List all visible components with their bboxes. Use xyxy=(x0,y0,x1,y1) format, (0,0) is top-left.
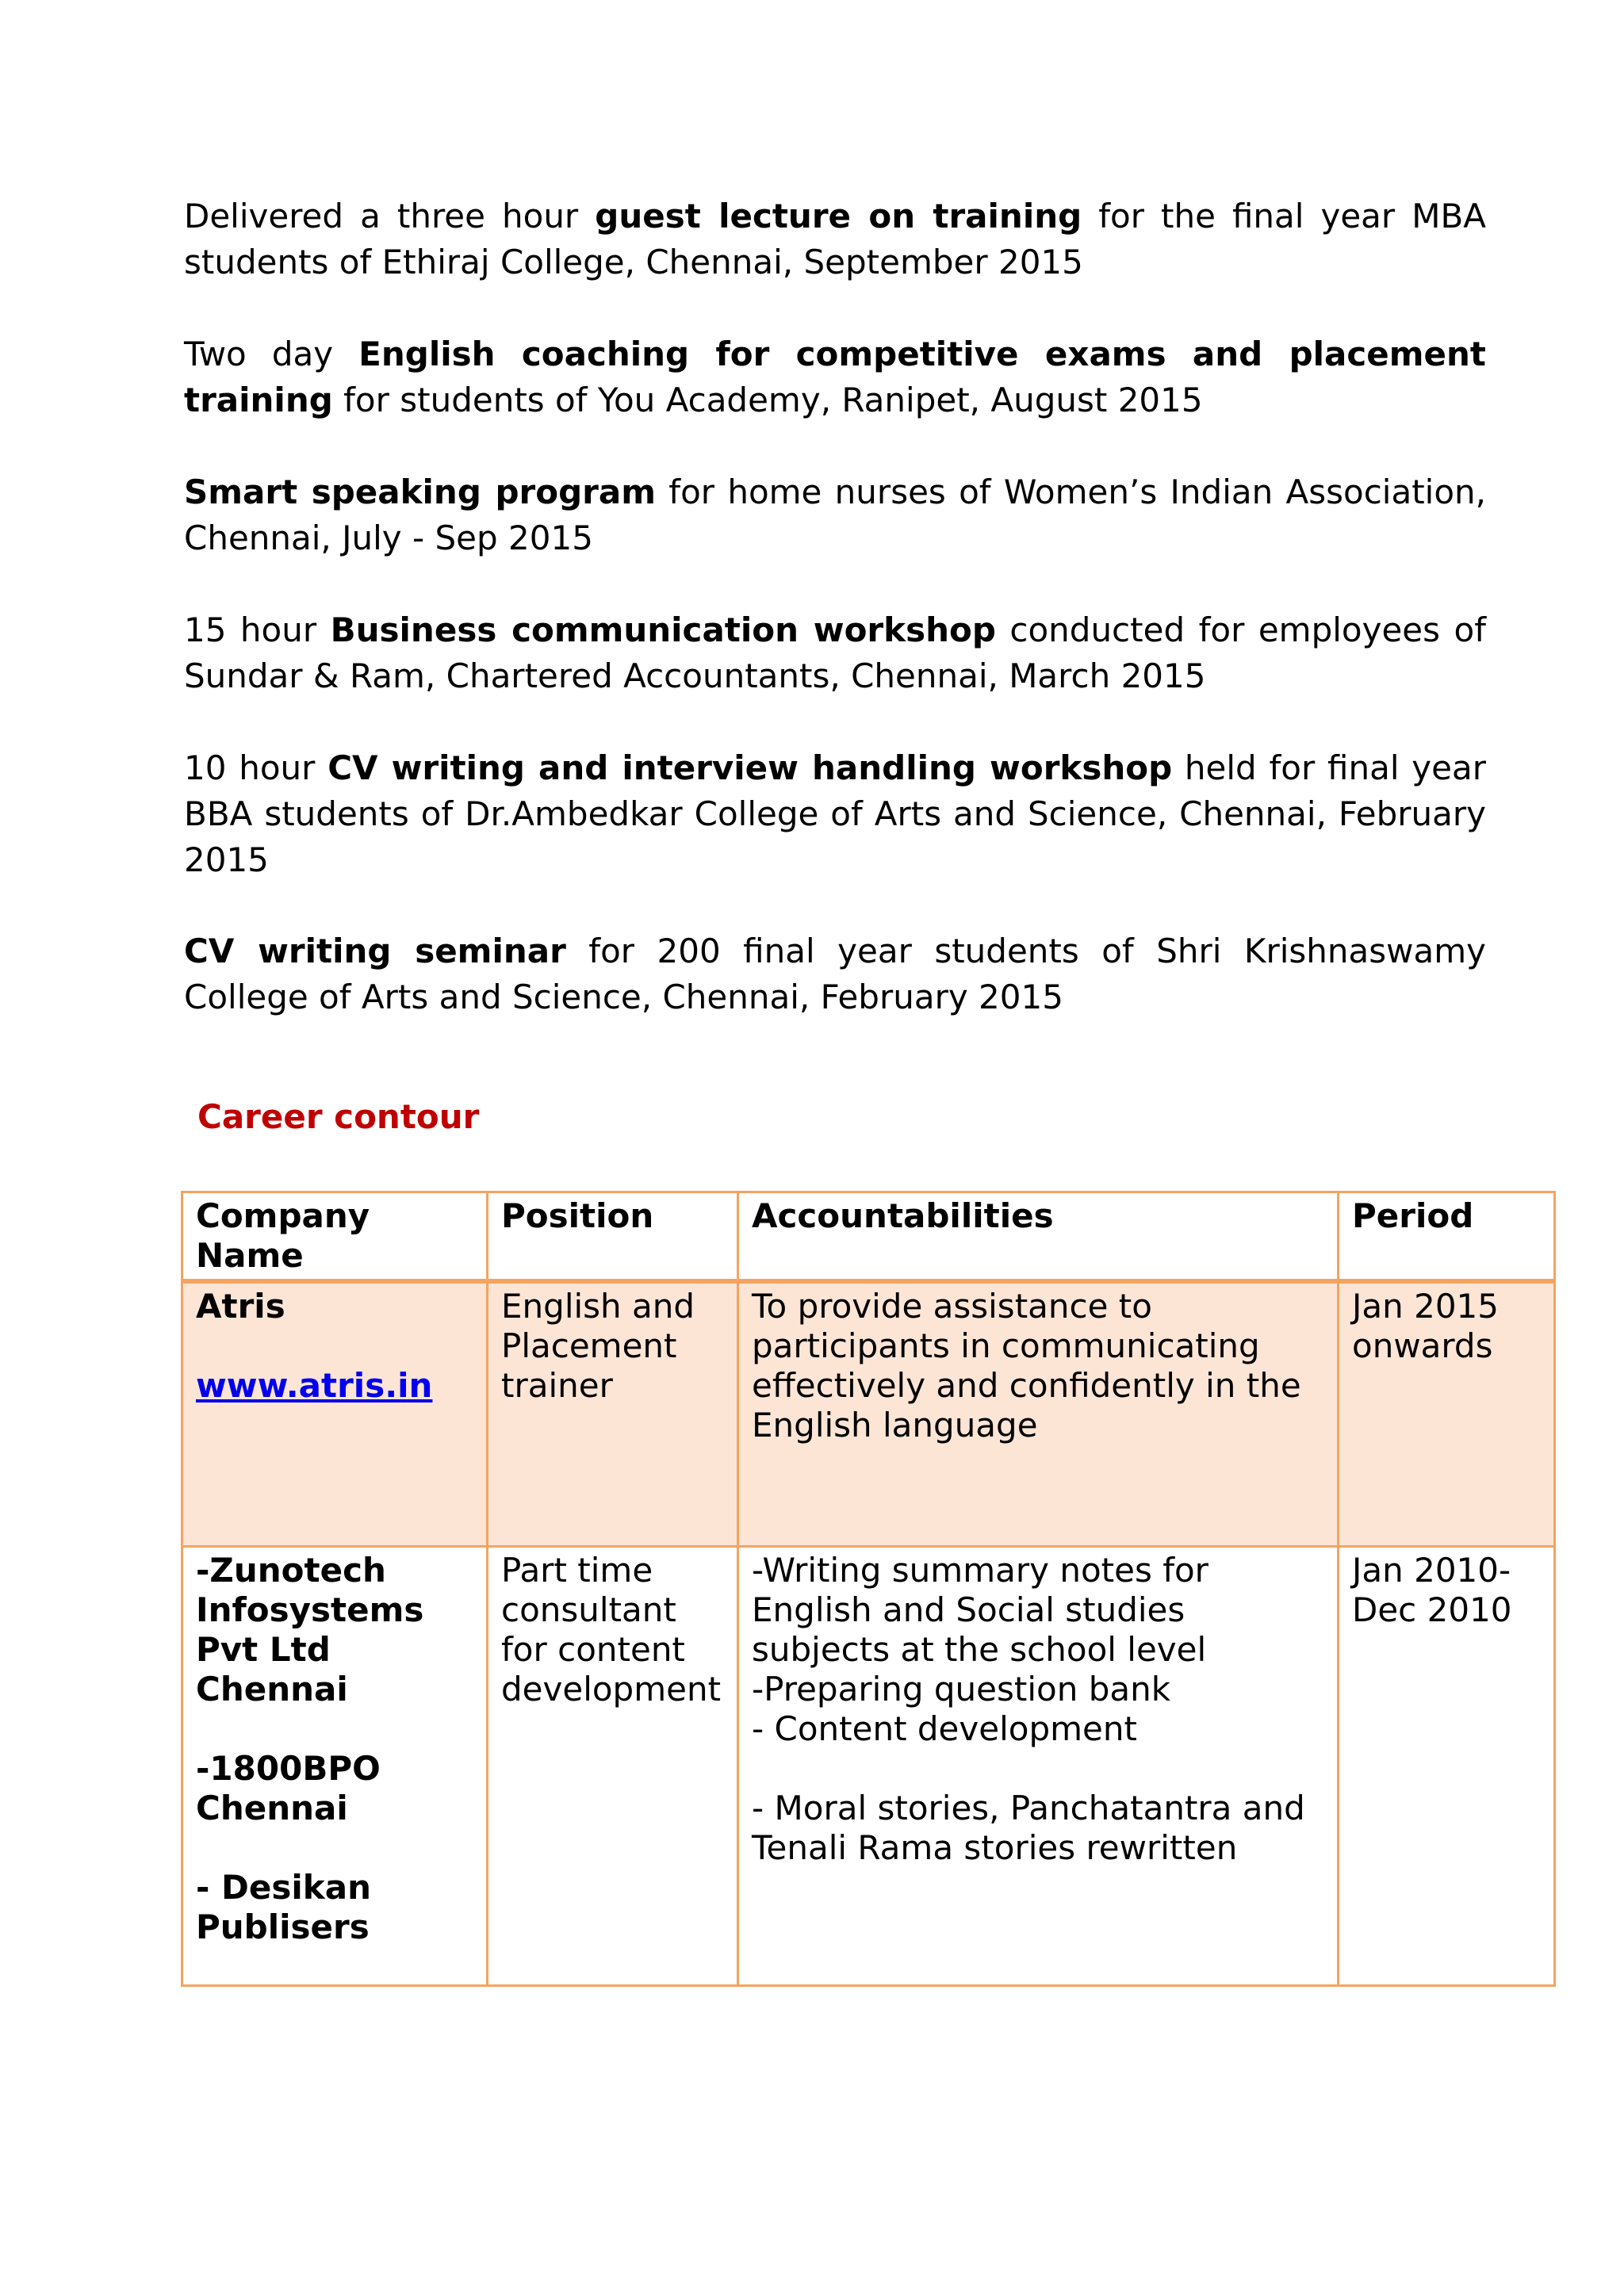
paragraph-smart-speaking xyxy=(184,469,1486,561)
company-name: Atris xyxy=(196,1287,285,1326)
cell-period: Jan 2015 onwards xyxy=(1339,1281,1555,1546)
cell-company xyxy=(182,1546,488,1985)
cell-position: Part time consultant for content development xyxy=(488,1546,738,1985)
table-row xyxy=(182,1546,1555,1985)
table-row xyxy=(182,1281,1555,1546)
paragraph-text: Delivered a three hour xyxy=(184,197,596,235)
cell-accountabilities: To provide assistance to participants in communicating effectively and confidently in the English language xyxy=(738,1281,1339,1546)
cell-position: English and Placement trainer xyxy=(488,1281,738,1546)
career-table xyxy=(181,1191,1556,1987)
accountability-line: - Content development xyxy=(752,1709,1137,1748)
spacer xyxy=(752,1749,1324,1789)
accountability-line: -Preparing question bank xyxy=(752,1669,1171,1709)
paragraph-text: 15 hour xyxy=(184,610,331,649)
paragraph-text: for 200 final year students of Shri Krishnaswamy College of Arts and Science, Chennai, February 2015 xyxy=(184,932,1486,1016)
cell-period: Jan 2010-Dec 2010 xyxy=(1339,1546,1555,1985)
paragraph-text: conducted for employees of Sundar & Ram, Chartered Accountants, Chennai, March 2015 xyxy=(184,610,1486,695)
accountability-line: - Moral stories, Panchatantra and Tenali Rama stories rewritten xyxy=(752,1788,1305,1867)
paragraph-bold-text: Smart speaking program xyxy=(184,473,656,511)
paragraph-text: for students of You Academy, Ranipet, August 2015 xyxy=(332,381,1203,419)
paragraph-text: 10 hour xyxy=(184,748,328,787)
paragraph-bold-text: CV writing and interview handling workshop xyxy=(327,748,1173,787)
header-period: Period xyxy=(1339,1192,1555,1282)
spacer xyxy=(196,1326,473,1366)
cell-company xyxy=(182,1281,488,1546)
header-accountabilities: Accountabilities xyxy=(738,1192,1339,1282)
header-company-name: Company Name xyxy=(182,1192,488,1282)
accountability-line: -Writing summary notes for English and Social studies subjects at the school level xyxy=(752,1550,1208,1669)
company-name: -1800BPO Chennai xyxy=(196,1748,381,1827)
header-position: Position xyxy=(488,1192,738,1282)
paragraph-bold-text: CV writing seminar xyxy=(184,932,566,970)
spacer xyxy=(196,1709,473,1749)
cell-accountabilities xyxy=(738,1546,1339,1985)
paragraph-text: Two day xyxy=(184,335,359,373)
paragraph-bold-text: English coaching for competitive exams and placement training xyxy=(184,335,1486,419)
company-name: -Zunotech Infosystems Pvt Ltd Chennai xyxy=(196,1550,424,1709)
paragraph-business-communication xyxy=(184,607,1486,699)
paragraph-english-coaching xyxy=(184,331,1486,423)
table-header-row xyxy=(182,1192,1555,1282)
section-heading-career-contour: Career contour xyxy=(197,1097,480,1136)
paragraph-text: held for final year BBA students of Dr.Ambedkar College of Arts and Science, Chennai, February 2015 xyxy=(184,748,1486,879)
company-website-link[interactable]: www.atris.in xyxy=(196,1366,433,1405)
paragraph-bold-text: guest lecture on training xyxy=(595,197,1082,235)
company-name: - Desikan Publisers xyxy=(196,1867,371,1946)
paragraph-text: for home nurses of Women’s Indian Association, Chennai, July - Sep 2015 xyxy=(184,473,1486,557)
paragraph-bold-text: Business communication workshop xyxy=(330,610,996,649)
paragraph-guest-lecture xyxy=(184,193,1486,285)
paragraph-cv-seminar xyxy=(184,928,1486,1020)
spacer xyxy=(196,1828,473,1868)
paragraph-cv-workshop xyxy=(184,745,1486,883)
paragraph-text: for the final year MBA students of Ethiraj College, Chennai, September 2015 xyxy=(184,197,1486,281)
